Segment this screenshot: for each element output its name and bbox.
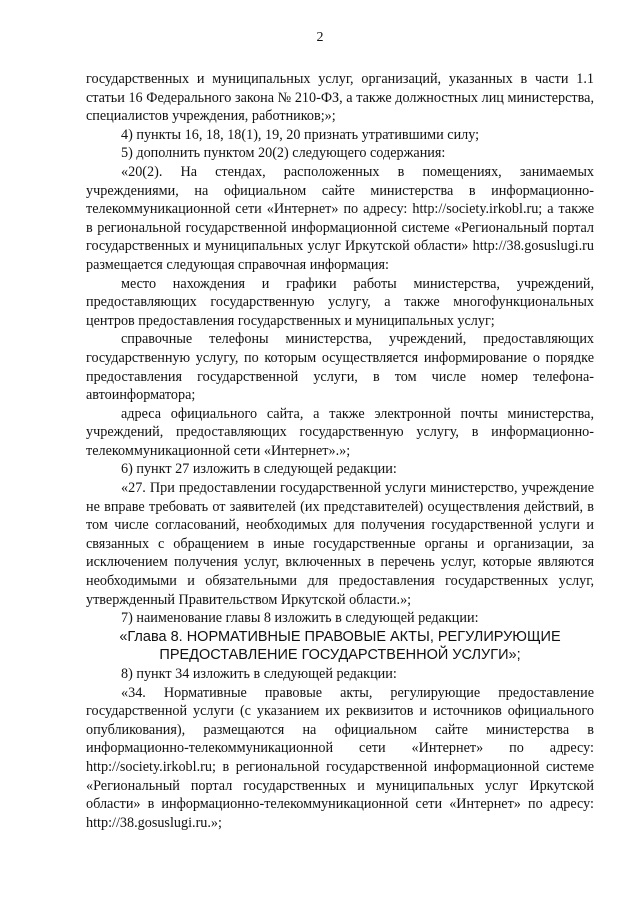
- paragraph-item-4: 4) пункты 16, 18, 18(1), 19, 20 признать утратившими силу;: [121, 126, 480, 143]
- page-number: 2: [316, 30, 324, 45]
- paragraph-clause-27: «27. При предоставлении государственной услуги министерство, учреждение не вправе требовать от заявителей (их представителей) осуществления действий, в том числе согласований, необходимых для получения государственной услуги и связанных с обращением в иные государственные органы и организации, за исключением получения услуг, включенных в перечень услуг, которые являются необходимыми и обязательными для предоставления государственных услуг, утвержденный Правительством Иркутской области.»;: [86, 480, 594, 608]
- paragraph-clause-20-2: «20(2). На стендах, расположенных в помещениях, занимаемых учреждениями, на официальном сайте министерства в информационно-телекоммуникационной сети «Интернет» по адресу: http://society.irkobl.ru; а также в региональной государственной информационной системе «Региональный портал государственных и муниципальных услуг Иркутской области» http://38.gosuslugi.ru размещается следующая справочная информация:: [86, 163, 594, 273]
- paragraph-item-8: 8) пункт 34 изложить в следующей редакции:: [121, 666, 397, 682]
- paragraph-item-6: 6) пункт 27 изложить в следующей редакции:: [121, 461, 397, 478]
- paragraph-item-7: 7) наименование главы 8 изложить в следующей редакции:: [121, 610, 479, 627]
- paragraph-clause-34: «34. Нормативные правовые акты, регулирующие предоставление государственной услуги (с указанием их реквизитов и источников официального опубликования), размещаются на официальном сайте министерства в информационно-телекоммуникационной сети «Интернет» по адресу: http://society.irkobl.ru; в региональной государственной информационной системе «Региональный портал государственных и муниципальных услуг Иркутской области» в информационно-телекоммуникационной сети «Интернет» по адресу: http://38.gosuslugi.ru.»;: [86, 684, 594, 831]
- paragraph-location-info: место нахождения и графики работы министерства, учреждений, предоставляющих государственную услугу, а также многофункциональных центров предоставления государственных и муниципальных услуг;: [86, 275, 594, 329]
- chapter-8-heading: «Глава 8. НОРМАТИВНЫЕ ПРАВОВЫЕ АКТЫ, РЕГУЛИРУЮЩИЕ ПРЕДОСТАВЛЕНИЕ ГОСУДАРСТВЕННОЙ УСЛУГИ»;: [119, 628, 561, 664]
- document-body: [86, 70, 594, 832]
- paragraph-continuation: государственных и муниципальных услуг, организаций, указанных в части 1.1 статьи 16 Федерального закона № 210-ФЗ, а также должностных лиц министерства, специалистов учреждения, работников;»;: [86, 71, 594, 125]
- paragraph-website-info: адреса официального сайта, а также электронной почты министерства, учреждений, предоставляющих государственную услугу, в информационно-телекоммуникационной сети «Интернет».»;: [86, 405, 594, 459]
- paragraph-phone-info: справочные телефоны министерства, учреждений, предоставляющих государственную услугу, по которым осуществляется информирование о порядке предоставления государственной услуги, в том числе номер телефона-автоинформатора;: [86, 331, 594, 404]
- paragraph-item-5: 5) дополнить пунктом 20(2) следующего содержания:: [121, 145, 446, 162]
